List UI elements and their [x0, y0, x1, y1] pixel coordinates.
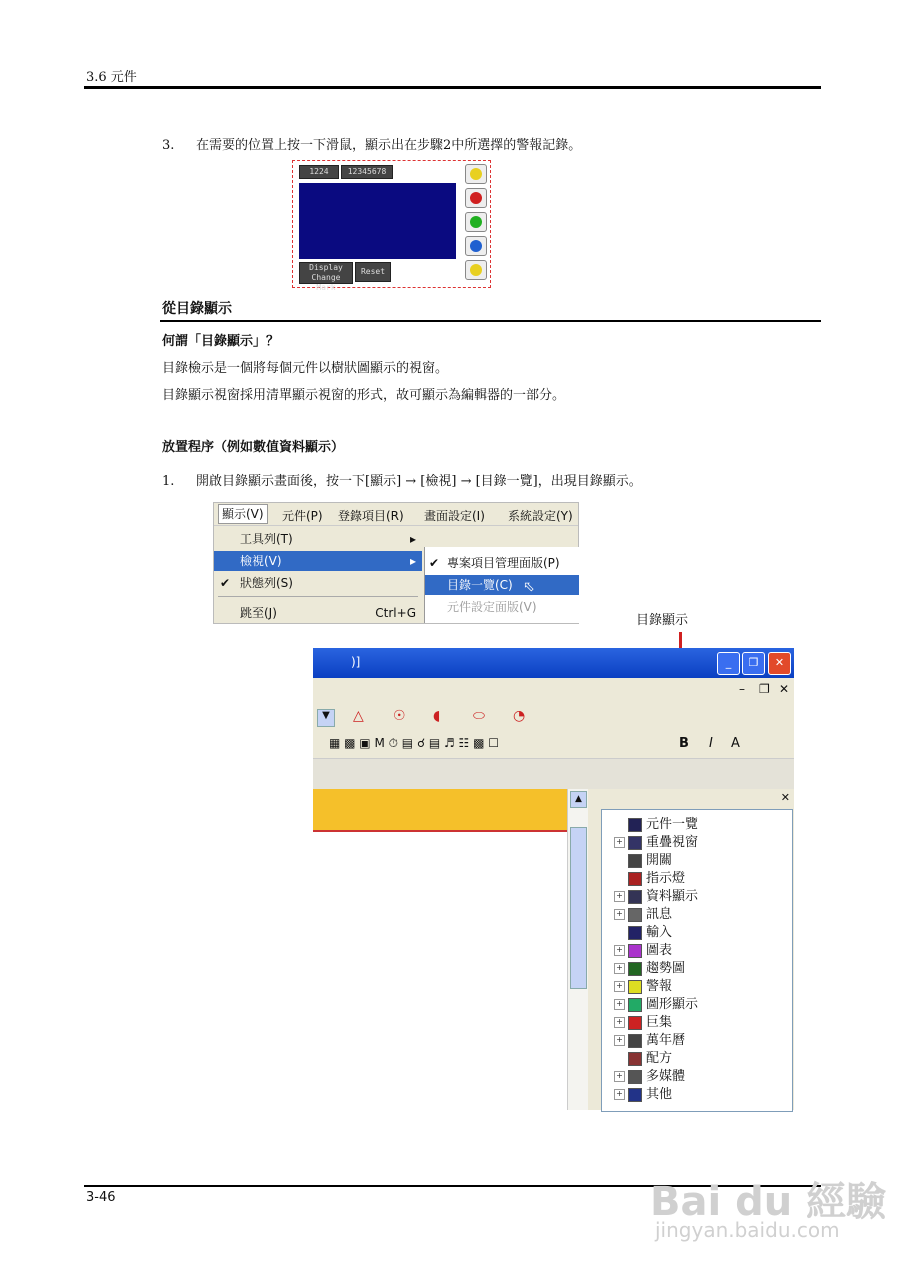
- page-number: 3-46: [86, 1190, 116, 1205]
- widget-lamp-1: [465, 164, 487, 184]
- shape-toolbar: [313, 704, 794, 732]
- dropdown-arrow-icon[interactable]: ▼: [317, 709, 335, 727]
- tree-node-label: 警報: [646, 979, 673, 994]
- header-rule: [84, 86, 821, 89]
- screen-header-band: [313, 789, 567, 832]
- tree-node-label: 配方: [646, 1051, 673, 1066]
- italic-button[interactable]: I: [709, 736, 713, 751]
- widget-lamp-3: [465, 212, 487, 232]
- component-category-icon: [628, 854, 642, 868]
- tree-node-label: 趨勢圖: [646, 961, 686, 976]
- circle-tool-icon[interactable]: ☉: [393, 708, 406, 724]
- submenu-project-panel[interactable]: ✔ 專案項目管理面版(P): [425, 553, 579, 573]
- tree-node[interactable]: [614, 978, 672, 996]
- tree-node-label: 萬年曆: [646, 1033, 686, 1048]
- expand-icon[interactable]: +: [614, 1035, 625, 1046]
- tree-node-label: 指示燈: [646, 871, 686, 886]
- mouse-cursor-icon: ⬁: [523, 579, 535, 595]
- view-menu-screenshot: [213, 502, 579, 624]
- section-rule: [160, 320, 821, 322]
- tree-node-label: 開關: [646, 853, 673, 868]
- menu-registration[interactable]: 登錄項目(R): [338, 509, 404, 523]
- section-title: 從目錄顯示: [162, 301, 232, 317]
- widget-lamp-4: [465, 236, 487, 256]
- widget-reset-button: Reset: [355, 262, 391, 282]
- component-category-icon: [628, 944, 642, 958]
- tree-node-label: 訊息: [646, 907, 673, 922]
- tree-node[interactable]: [614, 1050, 672, 1068]
- tree-node[interactable]: [614, 942, 672, 960]
- widget-button-1: 1224: [299, 165, 339, 179]
- component-category-icon: [628, 890, 642, 904]
- arc-tool-icon[interactable]: ◖: [433, 708, 441, 724]
- section-header: 3.6 元件: [86, 70, 137, 85]
- tree-node[interactable]: [614, 906, 672, 924]
- expand-icon[interactable]: +: [614, 909, 625, 920]
- tree-node[interactable]: [614, 1086, 672, 1104]
- step-1-text: 開啟目錄顯示畫面後，按一下[顯示] → [檢視] → [目錄一覽]，出現目錄顯示。: [196, 474, 642, 489]
- tree-node-label: 重疊視窗: [646, 835, 699, 850]
- tree-node[interactable]: [614, 924, 672, 942]
- menu-separator: [218, 596, 418, 597]
- procedure-heading: 放置程序（例如數值資料顯示）: [162, 440, 345, 455]
- paragraph-2: 目錄顯示視窗採用清單顯示視窗的形式，故可顯示為編輯器的一部分。: [162, 388, 566, 403]
- mdi-close-icon[interactable]: ✕: [779, 682, 790, 696]
- directory-display-callout: 目錄顯示: [636, 613, 689, 628]
- widget-button-2: 12345678: [341, 165, 393, 179]
- step-3-number: 3.: [162, 138, 175, 153]
- tree-node[interactable]: [614, 996, 698, 1014]
- component-category-icon: [628, 1052, 642, 1066]
- expand-icon[interactable]: +: [614, 999, 625, 1010]
- submenu-arrow-icon: ▸: [409, 554, 416, 568]
- widget-display-area: [299, 183, 456, 259]
- expand-icon[interactable]: +: [614, 981, 625, 992]
- tree-node-label: 圖形顯示: [646, 997, 699, 1012]
- step-3: [162, 134, 581, 153]
- tree-node-label: 圖表: [646, 943, 673, 958]
- menu-component[interactable]: 元件(P): [282, 509, 323, 523]
- tree-node[interactable]: [614, 870, 685, 888]
- component-category-icon: [628, 818, 642, 832]
- menu-screen-settings[interactable]: 畫面設定(I): [424, 509, 485, 523]
- tree-node[interactable]: [614, 1032, 685, 1050]
- submenu-component-settings[interactable]: 元件設定面版(V): [447, 600, 537, 614]
- component-category-icon: [628, 908, 642, 922]
- question-heading: 何謂「目錄顯示」？: [162, 334, 280, 349]
- mdi-control-row: [313, 678, 794, 705]
- menu-system-settings[interactable]: 系統設定(Y): [508, 509, 573, 523]
- component-category-icon: [628, 980, 642, 994]
- expand-icon[interactable]: +: [614, 963, 625, 974]
- menu-item-statusbar[interactable]: ✔ 狀態列(S): [214, 573, 422, 593]
- close-icon[interactable]: ✕: [768, 652, 791, 675]
- submenu-arrow-icon: ▸: [409, 532, 416, 546]
- tree-node[interactable]: [614, 1014, 672, 1032]
- tree-node[interactable]: [614, 816, 698, 834]
- step-1: [162, 470, 642, 489]
- mdi-restore-icon[interactable]: ❐: [759, 682, 770, 696]
- menu-bar: [214, 503, 578, 526]
- menu-item-view[interactable]: 檢視(V) ▸: [214, 551, 422, 571]
- scroll-thumb[interactable]: [570, 827, 587, 989]
- panel-close-icon[interactable]: ✕: [780, 791, 790, 804]
- minimize-icon[interactable]: _: [717, 652, 740, 675]
- tree-node[interactable]: [614, 960, 685, 978]
- alarm-widget-preview: [292, 160, 491, 292]
- gray-band: [313, 759, 794, 789]
- expand-icon[interactable]: +: [614, 945, 625, 956]
- tree-node-label: 元件一覽: [646, 817, 699, 832]
- directory-display-panel: [593, 789, 794, 1110]
- component-category-icon: [628, 962, 642, 976]
- editor-workspace: [313, 832, 567, 1110]
- tree-node[interactable]: [614, 888, 698, 906]
- expand-icon[interactable]: +: [614, 891, 625, 902]
- tree-node-label: 其他: [646, 1087, 673, 1102]
- component-category-icon: [628, 836, 642, 850]
- tree-node-label: 多媒體: [646, 1069, 686, 1084]
- component-icon-row[interactable]: ▦ ▩ ▣ M ⏱ ▤ ☌ ▤ ♬ ☷ ▩ ☐: [329, 736, 500, 750]
- menu-item-toolbar[interactable]: 工具列(T) ▸: [214, 529, 422, 549]
- window-titlebar: [313, 648, 794, 678]
- watermark-logo: Bai du 經驗: [650, 1179, 887, 1225]
- expand-icon[interactable]: +: [614, 1071, 625, 1082]
- scroll-up-icon[interactable]: ▲: [570, 791, 587, 808]
- check-icon: ✔: [220, 576, 231, 590]
- pie-tool-icon[interactable]: ◔: [513, 708, 526, 724]
- check-icon: ✔: [429, 556, 440, 570]
- tree-node[interactable]: [614, 852, 672, 870]
- font-color-button[interactable]: A: [731, 736, 740, 751]
- view-submenu: [424, 547, 579, 623]
- expand-icon[interactable]: +: [614, 837, 625, 848]
- vertical-scrollbar[interactable]: [567, 789, 588, 1110]
- component-category-icon: [628, 872, 642, 886]
- component-tree: [601, 809, 793, 1112]
- tree-node[interactable]: [614, 834, 698, 852]
- component-category-icon: [628, 1034, 642, 1048]
- step-3-text: 在需要的位置上按一下滑鼠，顯示出在步驟2中所選擇的警報記錄。: [196, 138, 582, 153]
- expand-icon[interactable]: +: [614, 1089, 625, 1100]
- step-1-number: 1.: [162, 474, 175, 489]
- menu-item-goto[interactable]: 跳至(J) Ctrl+G: [240, 606, 416, 620]
- component-category-icon: [628, 998, 642, 1012]
- window-title: )]: [351, 655, 361, 669]
- bold-button[interactable]: B: [679, 736, 689, 751]
- widget-lamp-5: [465, 260, 487, 280]
- watermark-url: jingyan.baidu.com: [655, 1218, 840, 1242]
- menu-display[interactable]: 顯示(V): [218, 504, 268, 524]
- restore-icon[interactable]: ❐: [742, 652, 765, 675]
- component-category-icon: [628, 1070, 642, 1084]
- tree-node[interactable]: [614, 1068, 685, 1086]
- tree-node-label: 資料顯示: [646, 889, 699, 904]
- component-category-icon: [628, 1016, 642, 1030]
- widget-lamp-2: [465, 188, 487, 208]
- widget-display-change-button: Display Change Mark: [299, 262, 353, 284]
- ellipse-tool-icon[interactable]: ⬭: [473, 708, 485, 724]
- component-category-icon: [628, 926, 642, 940]
- component-category-icon: [628, 1088, 642, 1102]
- paragraph-1: 目錄檢示是一個將每個元件以樹狀圖顯示的視窗。: [162, 361, 449, 376]
- expand-icon[interactable]: +: [614, 1017, 625, 1028]
- editor-screenshot: [313, 648, 794, 1110]
- triangle-tool-icon[interactable]: △: [353, 708, 364, 724]
- component-toolbar: [313, 732, 794, 759]
- tree-node-label: 輸入: [646, 925, 673, 940]
- submenu-directory-list[interactable]: 目錄一覽(C) ⬁: [425, 575, 579, 595]
- tree-node-label: 巨集: [646, 1015, 673, 1030]
- mdi-minimize-icon[interactable]: –: [739, 682, 745, 696]
